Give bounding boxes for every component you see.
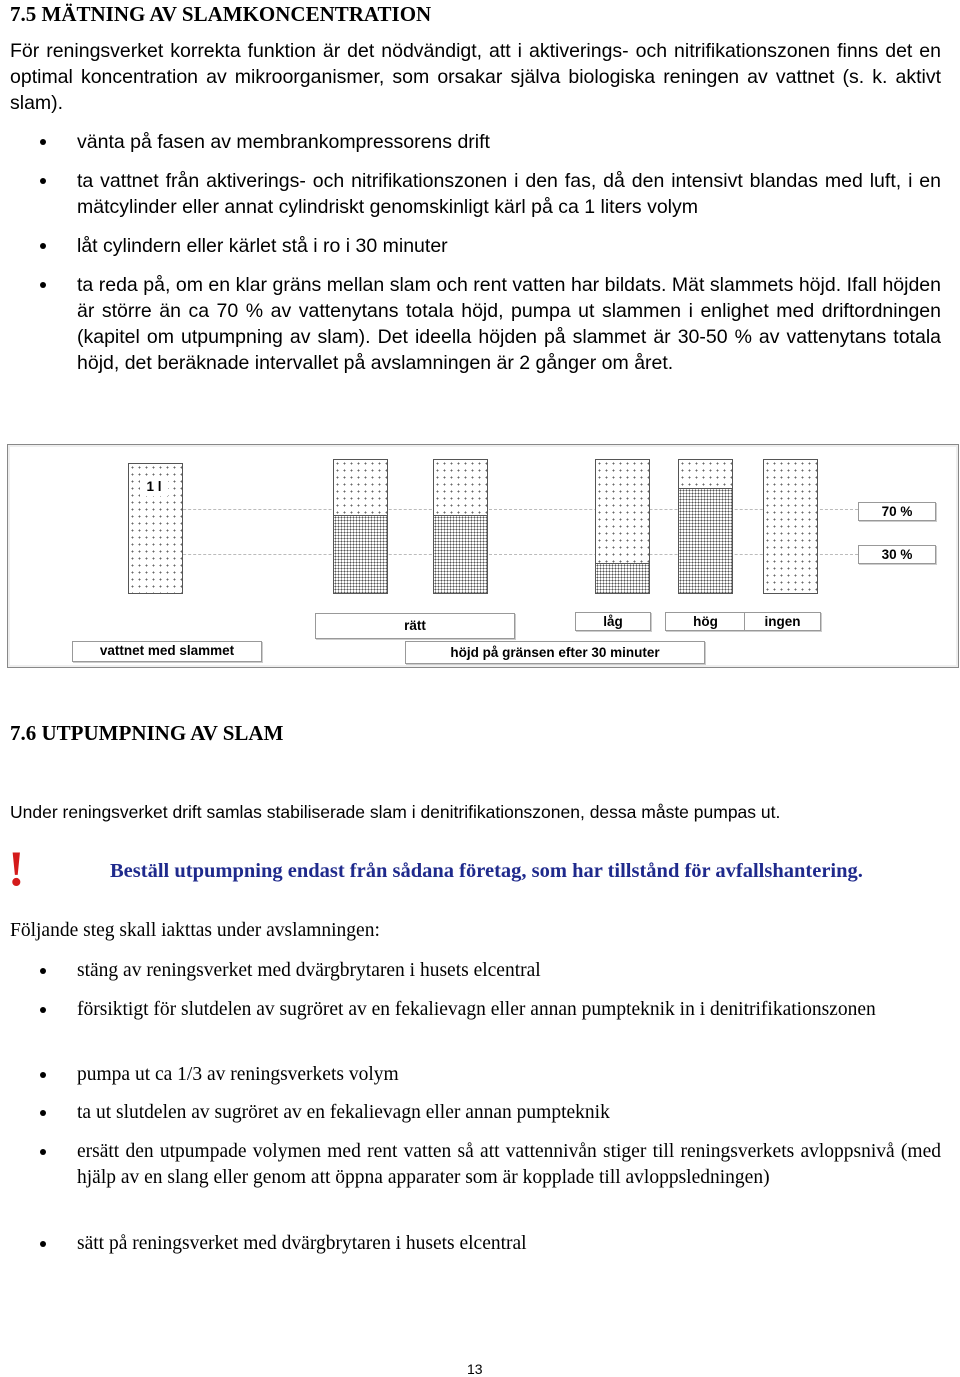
label-water-with-sludge: vattnet med slammet <box>72 641 262 662</box>
steps-intro: Följande steg skall iakttas under avslamningen: <box>10 920 380 941</box>
bullet-dot <box>40 1149 46 1155</box>
cylinder-low-level <box>433 459 488 594</box>
level-line-30 <box>128 554 858 555</box>
label-low: låg <box>575 612 651 631</box>
bullet-dot <box>40 1072 46 1078</box>
bullet-dot <box>40 968 46 974</box>
list-item: låt cylindern eller kärlet stå i ro i 30 minuter <box>77 235 448 257</box>
label-none: ingen <box>744 612 821 631</box>
label-correct: rätt <box>315 613 515 639</box>
section-intro-text: Under reningsverket drift samlas stabiliserade slam i denitrifikationszonen, dessa måste pumpas ut. <box>10 802 781 822</box>
warning-exclamation-icon: ! <box>8 840 25 896</box>
warning-text: Beställ utpumpning endast från sådana företag, som har tillstånd för avfallshantering. <box>110 860 863 882</box>
bullet-dot <box>40 282 46 288</box>
cylinder-correct <box>333 459 388 594</box>
list-item: ta ut slutdelen av sugröret av en fekalievagn eller annan pumpteknik <box>77 1102 610 1123</box>
sludge-level-diagram <box>7 444 959 668</box>
level-line-70 <box>128 509 858 510</box>
bullet-dot <box>40 1241 46 1247</box>
cylinder-low <box>595 459 650 594</box>
label-high: hög <box>665 612 746 631</box>
section-heading-7-6: 7.6 UTPUMPNING AV SLAM <box>10 721 284 745</box>
bullet-dot <box>40 139 46 145</box>
list-item: stäng av reningsverket med dvärgbrytaren i husets elcentral <box>77 960 541 981</box>
section-heading-7-5: 7.5 MÄTNING AV SLAMKONCENTRATION <box>10 2 432 26</box>
list-item: ta reda på, om en klar gräns mellan slam och rent vatten har bildats. Mät slammets höjd. Ifall höjden är större än ca 70 % av vattenytans totala höjd, pumpa ut slammen i enlighet med driftordningen (kapitel om utpumpning av slam). Det ideella höjden på slammet är 30-50 % av vattenytans totala höjd, det beräknade intervallet på avslamningen är 2 gånger om året. <box>77 274 941 374</box>
list-item: pumpa ut ca 1/3 av reningsverkets volym <box>77 1064 399 1085</box>
cylinder-high <box>678 459 733 594</box>
label-height-after-30-min: höjd på gränsen efter 30 minuter <box>405 641 705 664</box>
label-70-percent: 70 % <box>858 502 936 521</box>
bullet-dot <box>40 243 46 249</box>
bullet-dot <box>40 1110 46 1116</box>
label-1l: 1 l <box>140 478 168 496</box>
cylinder-none <box>763 459 818 594</box>
page-number: 13 <box>467 1361 483 1377</box>
list-item: vänta på fasen av membrankompressorens drift <box>77 131 490 153</box>
list-item: ersätt den utpumpade volymen med rent vatten så att vattennivån stiger till reningsverkets avloppsnivå (med hjälp av en slang eller genom att öppna apparater som är kopplade till avloppsledningen) <box>77 1141 941 1188</box>
label-30-percent: 30 % <box>858 545 936 564</box>
list-item: sätt på reningsverket med dvärgbrytaren i husets elcentral <box>77 1233 527 1254</box>
list-item: försiktigt för slutdelen av sugröret av en fekalievagn eller annan pumpteknik in i denitrifikationszonen <box>77 999 876 1020</box>
bullet-dot <box>40 1007 46 1013</box>
bullet-dot <box>40 178 46 184</box>
list-item: ta vattnet från aktiverings- och nitrifikationszonen i den fas, då den intensivt blandas med luft, i en mätcylinder eller annat cylindriskt genomskinligt kärl på ca 1 liters volym <box>77 170 941 218</box>
section-intro-text: För reningsverket korrekta funktion är det nödvändigt, att i aktiverings- och nitrifikationszonen finns det en optimal koncentration av mikroorganismer, som orsakar själva biologiska reningen av vattnet (s. k. aktivt slam). <box>10 40 941 114</box>
